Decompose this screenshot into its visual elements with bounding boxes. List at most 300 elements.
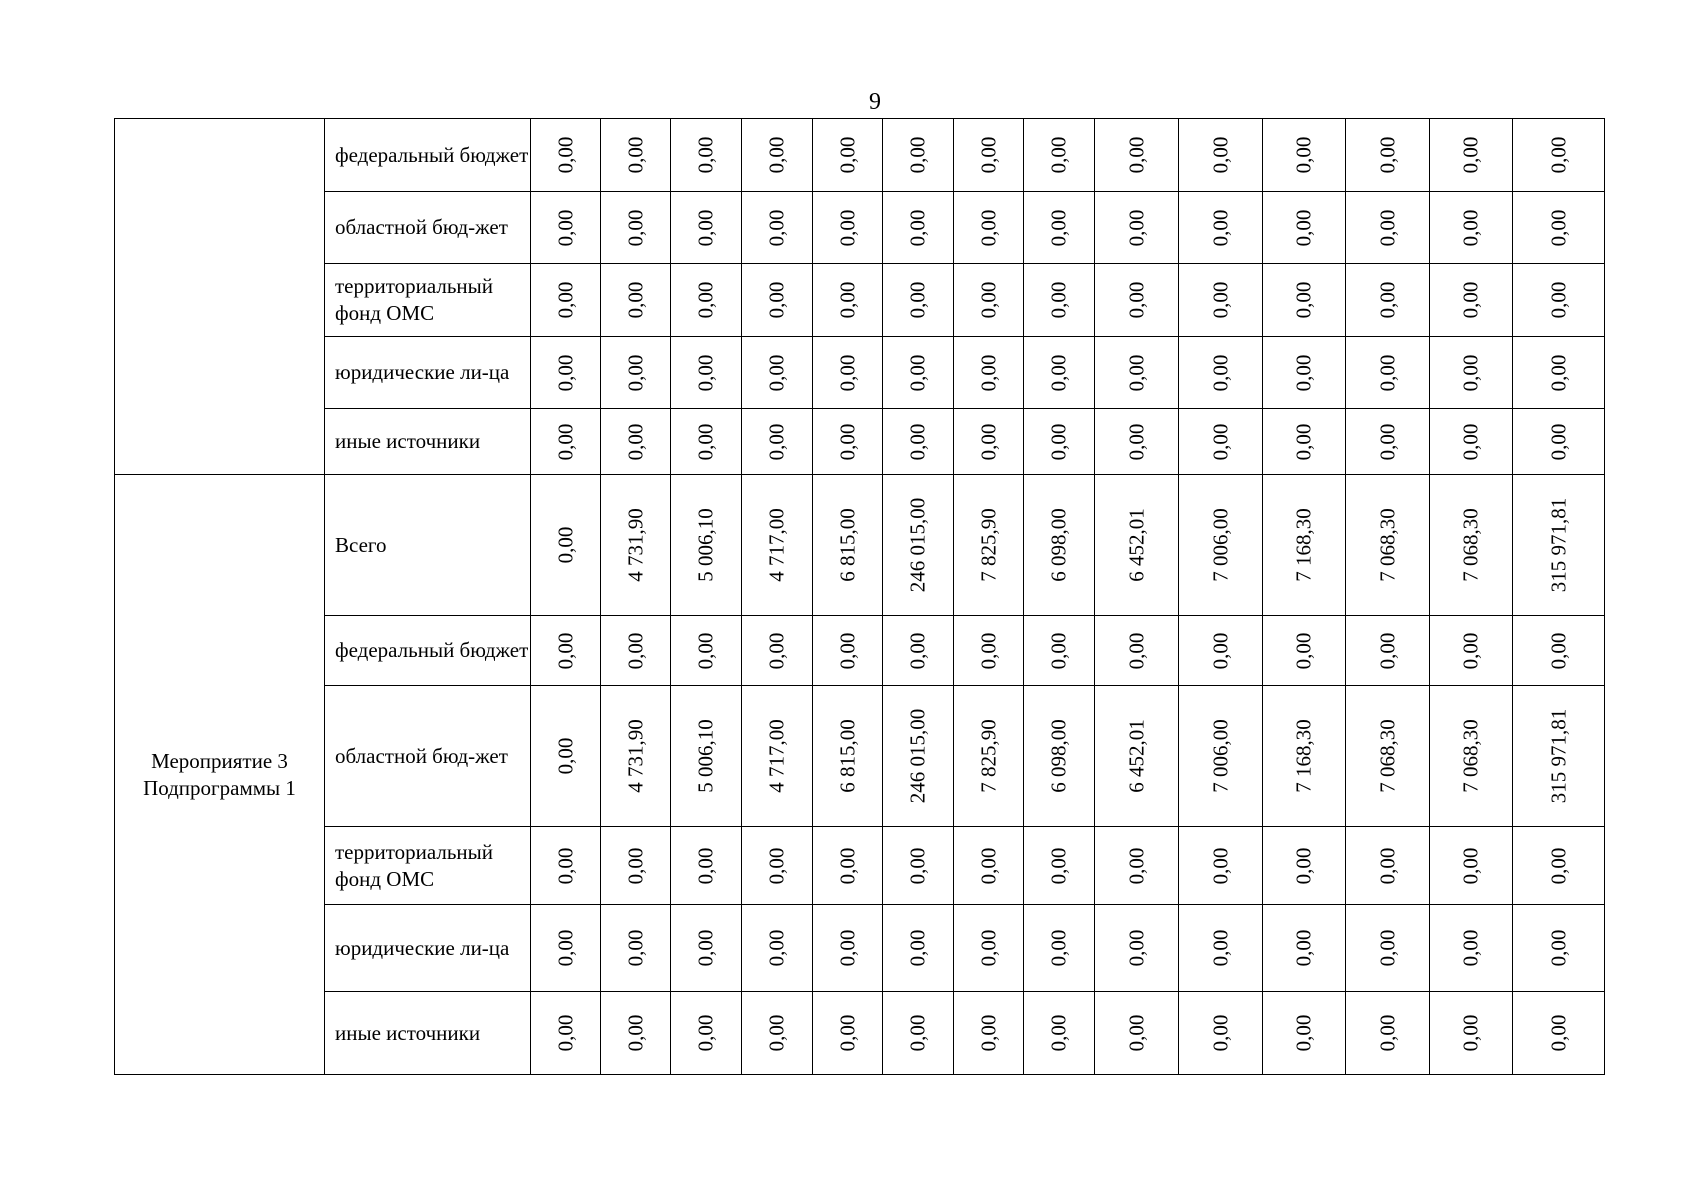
amount-cell [1179,992,1263,1075]
amount-value: 0,00 [623,354,647,391]
amount-value: 0,00 [1291,281,1316,319]
amount-cell [1024,827,1095,905]
table-row [115,337,1605,409]
amount-cell [1346,616,1430,686]
amount-cell [1024,686,1095,827]
amount-cell [601,337,671,409]
table-row [115,409,1605,475]
amount-value: 7 068,30 [1375,508,1399,582]
amount-value: 0,00 [976,929,1000,967]
amount-value: 0,00 [905,1014,930,1052]
amount-cell [1024,905,1095,992]
amount-cell [531,264,601,337]
table-row [115,905,1605,992]
amount-cell [1024,475,1095,616]
amount-cell [883,827,954,905]
amount-value: 0,00 [1458,209,1483,246]
amount-value: 7 068,30 [1458,508,1483,582]
amount-cell [1513,475,1605,616]
amount-value: 0,00 [764,1014,789,1052]
amount-value: 0,00 [693,1014,718,1052]
funding-source-cell: юридические ли-ца [325,905,531,992]
amount-value: 0,00 [1291,1014,1316,1052]
amount-cell [742,616,813,686]
amount-value: 5 006,10 [693,719,718,793]
amount-value: 0,00 [764,281,789,319]
amount-value: 0,00 [905,632,930,669]
amount-cell [531,616,601,686]
amount-value: 0,00 [835,929,859,967]
amount-value: 315 971,81 [1546,708,1570,804]
funding-source-cell: иные источники [325,409,531,475]
amount-value: 0,00 [835,423,859,460]
amount-cell [1346,827,1430,905]
amount-cell [954,192,1024,264]
amount-cell [954,409,1024,475]
amount-value: 0,00 [1124,209,1148,246]
amount-value: 0,00 [1546,632,1570,669]
amount-value: 0,00 [1546,281,1570,319]
amount-cell [1346,119,1430,192]
amount-cell [1513,192,1605,264]
amount-value: 6 452,01 [1124,508,1148,582]
amount-cell [954,905,1024,992]
amount-cell [1179,616,1263,686]
amount-value: 0,00 [1291,136,1316,174]
amount-value: 0,00 [553,847,577,884]
amount-value: 7 068,30 [1458,719,1483,793]
amount-cell [1179,475,1263,616]
amount-value: 0,00 [976,423,1000,460]
amount-value: 4 717,00 [764,508,789,582]
amount-value: 0,00 [1046,209,1071,246]
amount-cell [954,337,1024,409]
amount-value: 0,00 [1458,136,1483,174]
amount-value: 0,00 [905,136,930,174]
amount-value: 0,00 [1291,209,1316,246]
amount-value: 0,00 [693,209,718,246]
amount-cell [531,337,601,409]
amount-cell [1430,992,1513,1075]
amount-cell [1513,905,1605,992]
amount-value: 0,00 [764,136,789,174]
amount-cell [1263,192,1346,264]
page-number: 9 [869,89,881,115]
amount-cell [1024,264,1095,337]
amount-value: 0,00 [764,209,789,246]
amount-value: 0,00 [764,929,789,967]
amount-value: 0,00 [1375,632,1399,669]
amount-cell [1346,264,1430,337]
amount-cell [813,119,883,192]
amount-cell [1095,905,1179,992]
amount-value: 0,00 [623,136,647,174]
amount-cell [671,992,742,1075]
amount-value: 0,00 [1208,136,1232,174]
amount-value: 6 098,00 [1046,508,1071,582]
amount-value: 0,00 [553,209,577,246]
amount-cell [1263,409,1346,475]
amount-cell [1513,119,1605,192]
table-row [115,992,1605,1075]
amount-cell [1513,686,1605,827]
amount-cell [954,119,1024,192]
amount-cell [813,475,883,616]
amount-value: 6 452,01 [1124,719,1148,793]
amount-value: 0,00 [835,281,859,319]
amount-cell [1430,264,1513,337]
amount-cell [1346,192,1430,264]
amount-value: 0,00 [1375,847,1399,884]
amount-value: 0,00 [623,281,647,319]
amount-value: 0,00 [764,632,789,669]
amount-cell [1263,992,1346,1075]
amount-value: 7 068,30 [1375,719,1399,793]
amount-cell [671,475,742,616]
amount-value: 0,00 [976,1014,1000,1052]
amount-value: 0,00 [1124,847,1148,884]
amount-cell [531,409,601,475]
amount-cell [1346,337,1430,409]
amount-cell [742,192,813,264]
amount-value: 0,00 [1124,136,1148,174]
amount-cell [1263,827,1346,905]
amount-value: 0,00 [1124,632,1148,669]
amount-cell [883,475,954,616]
amount-value: 0,00 [764,847,789,884]
amount-cell [813,686,883,827]
amount-value: 0,00 [1124,929,1148,967]
amount-cell [1263,119,1346,192]
amount-value: 0,00 [553,929,577,967]
amount-cell [531,192,601,264]
amount-cell [1430,827,1513,905]
amount-cell [1430,475,1513,616]
amount-cell [1095,992,1179,1075]
amount-value: 6 815,00 [835,719,859,793]
amount-value: 0,00 [835,136,859,174]
amount-cell [883,409,954,475]
amount-value: 0,00 [1458,354,1483,391]
amount-cell [742,992,813,1075]
amount-value: 7 168,30 [1291,719,1316,793]
amount-cell [813,992,883,1075]
amount-cell [1179,905,1263,992]
amount-value: 0,00 [905,847,930,884]
amount-cell [601,119,671,192]
amount-cell [1095,475,1179,616]
amount-cell [1179,192,1263,264]
amount-value: 0,00 [835,632,859,669]
amount-cell [1513,827,1605,905]
amount-value: 0,00 [1124,423,1148,460]
amount-value: 4 717,00 [764,719,789,793]
amount-cell [601,686,671,827]
amount-value: 0,00 [1546,209,1570,246]
amount-cell [1346,475,1430,616]
amount-cell [1263,616,1346,686]
amount-cell [954,616,1024,686]
amount-cell [742,119,813,192]
amount-cell [1179,119,1263,192]
amount-value: 0,00 [693,136,718,174]
amount-value: 0,00 [1046,354,1071,391]
amount-value: 0,00 [835,354,859,391]
amount-value: 0,00 [976,136,1000,174]
amount-cell [1263,905,1346,992]
amount-value: 0,00 [1208,1014,1232,1052]
amount-cell [671,192,742,264]
amount-value: 0,00 [1375,1014,1399,1052]
amount-value: 0,00 [553,526,577,564]
amount-value: 0,00 [905,281,930,319]
amount-cell [601,475,671,616]
amount-value: 6 098,00 [1046,719,1071,793]
amount-cell [1263,337,1346,409]
amount-value: 0,00 [1546,847,1570,884]
amount-cell [813,616,883,686]
amount-value: 0,00 [905,423,930,460]
amount-value: 0,00 [1291,929,1316,967]
amount-cell [671,119,742,192]
amount-value: 0,00 [1208,209,1232,246]
amount-value: 0,00 [1291,354,1316,391]
amount-value: 0,00 [1124,281,1148,319]
amount-cell [954,827,1024,905]
amount-value: 0,00 [1375,136,1399,174]
amount-value: 0,00 [1046,1014,1071,1052]
amount-value: 0,00 [764,354,789,391]
amount-value: 7 825,90 [976,508,1000,582]
amount-value: 0,00 [1046,423,1071,460]
amount-cell [531,686,601,827]
amount-value: 0,00 [693,354,718,391]
amount-value: 0,00 [1546,423,1570,460]
amount-cell [671,264,742,337]
amount-cell [1095,616,1179,686]
amount-cell [531,827,601,905]
activity-name-cell [115,119,325,475]
amount-cell [531,992,601,1075]
amount-cell [671,686,742,827]
amount-cell [1095,337,1179,409]
amount-cell [1179,264,1263,337]
amount-cell [1430,409,1513,475]
amount-cell [1513,337,1605,409]
amount-value: 0,00 [623,209,647,246]
amount-value: 0,00 [623,847,647,884]
funding-source-cell: территориальный фонд ОМС [325,264,531,337]
amount-value: 0,00 [1124,1014,1148,1052]
table-row [115,686,1605,827]
amount-cell [1024,409,1095,475]
amount-value: 0,00 [693,423,718,460]
amount-cell [601,409,671,475]
amount-value: 0,00 [1208,423,1232,460]
amount-value: 0,00 [976,281,1000,319]
amount-value: 7 168,30 [1291,508,1316,582]
amount-cell [742,337,813,409]
amount-value: 0,00 [905,929,930,967]
amount-value: 0,00 [976,847,1000,884]
funding-source-cell: Всего [325,475,531,616]
amount-value: 0,00 [1375,354,1399,391]
table-row [115,827,1605,905]
amount-cell [1346,686,1430,827]
amount-cell [813,264,883,337]
amount-value: 0,00 [835,1014,859,1052]
amount-cell [531,905,601,992]
amount-cell [883,992,954,1075]
amount-cell [883,119,954,192]
amount-cell [954,264,1024,337]
amount-cell [1179,409,1263,475]
amount-value: 0,00 [1124,354,1148,391]
amount-cell [601,616,671,686]
table-row [115,475,1605,616]
amount-cell [1263,475,1346,616]
amount-value: 0,00 [835,209,859,246]
amount-cell [813,409,883,475]
table-row [115,264,1605,337]
amount-value: 0,00 [693,632,718,669]
amount-cell [1513,409,1605,475]
amount-value: 0,00 [553,632,577,669]
amount-value: 0,00 [553,423,577,460]
amount-value: 0,00 [1291,423,1316,460]
amount-cell [1513,992,1605,1075]
amount-value: 0,00 [553,1014,577,1052]
amount-cell [671,409,742,475]
amount-value: 0,00 [1458,632,1483,669]
amount-cell [954,992,1024,1075]
amount-value: 0,00 [1208,929,1232,967]
amount-value: 0,00 [905,354,930,391]
amount-cell [813,192,883,264]
amount-cell [1263,686,1346,827]
amount-cell [1179,337,1263,409]
amount-cell [883,616,954,686]
amount-value: 0,00 [1546,354,1570,391]
amount-cell [1346,992,1430,1075]
amount-cell [1430,686,1513,827]
amount-cell [813,337,883,409]
amount-value: 0,00 [1375,209,1399,246]
amount-value: 0,00 [1208,632,1232,669]
amount-value: 0,00 [1546,136,1570,174]
amount-cell [742,475,813,616]
amount-cell [1024,992,1095,1075]
amount-value: 7 006,00 [1208,508,1232,582]
amount-cell [1095,119,1179,192]
amount-cell [601,264,671,337]
amount-cell [1346,409,1430,475]
amount-value: 0,00 [1291,632,1316,669]
amount-cell [1346,905,1430,992]
amount-cell [1024,192,1095,264]
table-row [115,119,1605,192]
funding-source-cell: федеральный бюджет [325,119,531,192]
amount-value: 0,00 [1291,847,1316,884]
amount-cell [1024,119,1095,192]
amount-cell [742,409,813,475]
amount-value: 6 815,00 [835,508,859,582]
funding-source-cell: областной бюд-жет [325,192,531,264]
amount-value: 315 971,81 [1546,497,1570,593]
amount-cell [1430,119,1513,192]
amount-value: 0,00 [1046,281,1071,319]
amount-value: 0,00 [976,632,1000,669]
amount-cell [883,905,954,992]
amount-value: 0,00 [1046,929,1071,967]
funding-source-cell: юридические ли-ца [325,337,531,409]
amount-cell [1095,686,1179,827]
amount-value: 4 731,90 [623,719,647,793]
amount-cell [954,475,1024,616]
amount-cell [813,827,883,905]
amount-cell [1095,827,1179,905]
amount-cell [1095,192,1179,264]
amount-cell [1179,686,1263,827]
amount-cell [601,827,671,905]
amount-cell [813,905,883,992]
amount-value: 0,00 [693,847,718,884]
amount-value: 0,00 [553,737,577,775]
amount-value: 0,00 [1458,281,1483,319]
amount-value: 0,00 [976,354,1000,391]
amount-value: 0,00 [1458,423,1483,460]
amount-value: 0,00 [1458,1014,1483,1052]
amount-cell [1430,192,1513,264]
amount-cell [883,264,954,337]
amount-cell [1024,337,1095,409]
amount-cell [671,827,742,905]
amount-value: 0,00 [553,136,577,174]
amount-cell [1430,905,1513,992]
activity-name-cell: Мероприятие 3 Подпрограммы 1 [115,475,325,1075]
amount-cell [742,686,813,827]
amount-value: 7 825,90 [976,719,1000,793]
amount-value: 0,00 [623,632,647,669]
amount-value: 0,00 [1375,929,1399,967]
amount-value: 0,00 [623,423,647,460]
amount-cell [531,119,601,192]
amount-value: 7 006,00 [1208,719,1232,793]
amount-value: 0,00 [693,281,718,319]
amount-value: 0,00 [1458,929,1483,967]
amount-cell [1513,616,1605,686]
amount-cell [1430,616,1513,686]
amount-cell [601,905,671,992]
amount-value: 0,00 [1375,423,1399,460]
amount-cell [671,616,742,686]
amount-value: 0,00 [623,929,647,967]
amount-cell [742,905,813,992]
amount-cell [671,905,742,992]
amount-value: 0,00 [553,281,577,319]
amount-cell [1179,827,1263,905]
amount-value: 0,00 [1458,847,1483,884]
amount-cell [883,686,954,827]
amount-value: 0,00 [835,847,859,884]
amount-value: 0,00 [623,1014,647,1052]
amount-value: 0,00 [1208,354,1232,391]
amount-value: 246 015,00 [905,497,930,593]
amount-cell [742,827,813,905]
amount-value: 0,00 [553,354,577,391]
amount-value: 5 006,10 [693,508,718,582]
amount-value: 0,00 [1546,929,1570,967]
